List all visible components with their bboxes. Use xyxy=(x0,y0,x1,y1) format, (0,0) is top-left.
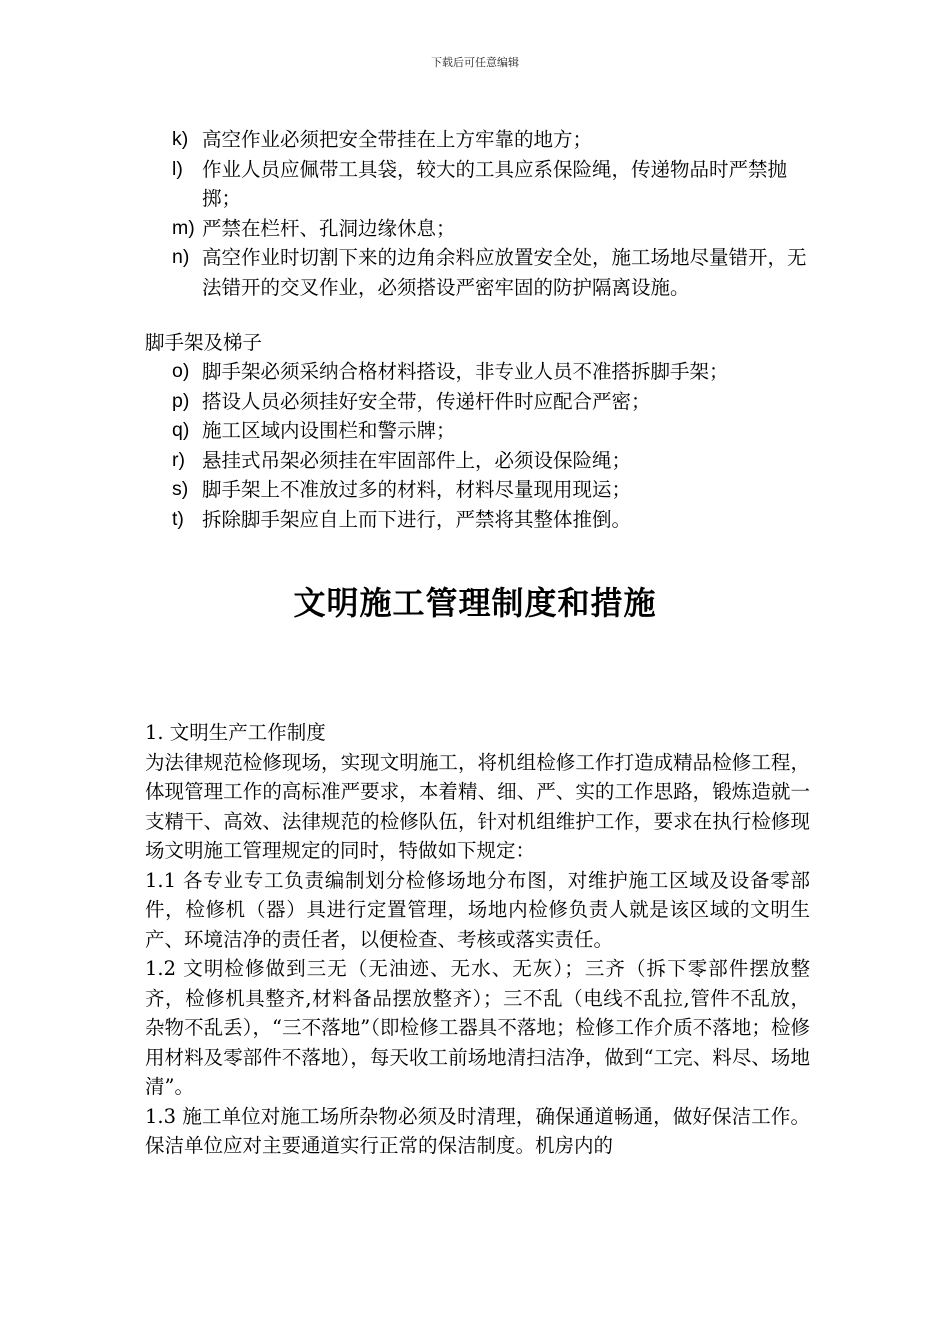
body-text xyxy=(145,718,810,1161)
list-item xyxy=(172,416,812,446)
item-text: 作业人员应佩带工具袋，较大的工具应系保险绳，传递物品时严禁抛掷； xyxy=(202,157,788,210)
list-item xyxy=(172,125,812,155)
item-text: 施工区域内设围栏和警示牌； xyxy=(202,419,456,442)
item-marker: s) xyxy=(172,478,189,500)
item-marker: k) xyxy=(172,128,189,150)
item-marker: m) xyxy=(172,216,195,239)
item-text: 高空作业必须把安全带挂在上方牢靠的地方； xyxy=(202,128,593,151)
item-text: 悬挂式吊架必须挂在牢固部件上，必须设保险绳； xyxy=(202,448,632,472)
scaffold-list xyxy=(172,357,812,534)
item-text: 高空作业时切割下来的边角余料应放置安全处，施工场地尽量错开，无法错开的交叉作业，必须搭设严密牢固的防护隔离设施。 xyxy=(202,246,807,299)
item-text: 搭设人员必须挂好安全带，传递杆件时应配合严密； xyxy=(202,389,651,413)
paragraph: 1.1 各专业专工负责编制划分检修场地分布图，对维护施工区域及设备零部件，检修机（器）具进行定置管理，场地内检修负责人就是该区域的文明生产、环境洁净的责任者，以便检查、考核或落实责任。 xyxy=(145,868,810,951)
list-item xyxy=(172,505,812,535)
item-marker: l) xyxy=(172,157,183,180)
list-item xyxy=(172,155,812,214)
item-marker: r) xyxy=(172,448,185,471)
item-marker: t) xyxy=(172,507,184,530)
list-item xyxy=(172,387,812,417)
item-text: 严禁在栏杆、孔洞边缘休息； xyxy=(202,216,456,240)
scaffold-heading: 脚手架及梯子 xyxy=(145,331,263,354)
list-item xyxy=(172,214,812,244)
item-text: 脚手架上不准放过多的材料，材料尽量现用现运； xyxy=(202,478,632,501)
item-marker: p) xyxy=(172,389,190,412)
list-item xyxy=(172,446,812,476)
page-title: 文明施工管理制度和措施 xyxy=(293,584,657,622)
safety-list xyxy=(172,125,812,302)
list-item xyxy=(172,475,812,505)
list-item xyxy=(172,243,812,302)
item-marker: n) xyxy=(172,246,190,268)
item-text: 拆除脚手架应自上而下进行，严禁将其整体推倒。 xyxy=(202,507,632,531)
page-header-note: 下载后可任意编辑 xyxy=(431,56,519,69)
paragraph: 1.2 文明检修做到三无（无油迹、无水、无灰）；三齐（拆下零部件摆放整齐，检修机具整齐,材料备品摆放整齐）；三不乱（电线不乱拉,管件不乱放，杂物不乱丢），“三不落地”（即检修工器具不落地；检修工作介质不落地；检修用材料及零部件不落地），每天收工前场地清扫洁净，做到“工完、料尽、场地清”。 xyxy=(145,957,810,1098)
item-marker: q) xyxy=(172,419,190,441)
list-item xyxy=(172,357,812,387)
paragraph: 1. 文明生产工作制度 xyxy=(145,721,326,744)
item-text: 脚手架必须采纳合格材料搭设，非专业人员不准搭拆脚手架； xyxy=(202,360,729,383)
paragraph: 为法律规范检修现场，实现文明施工，将机组检修工作打造成精品检修工程，体现管理工作的高标准严要求，本着精、细、严、实的工作思路，锻炼造就一支精干、高效、法律规范的检修队伍，针对机组维护工作，要求在执行检修现场文明施工管理规定的同时，特做如下规定： xyxy=(145,750,810,862)
item-marker: o) xyxy=(172,360,190,382)
paragraph: 1.3 施工单位对施工场所杂物必须及时清理，确保通道畅通，做好保洁工作。保洁单位应对主要通道实行正常的保洁制度。机房内的 xyxy=(145,1104,810,1157)
